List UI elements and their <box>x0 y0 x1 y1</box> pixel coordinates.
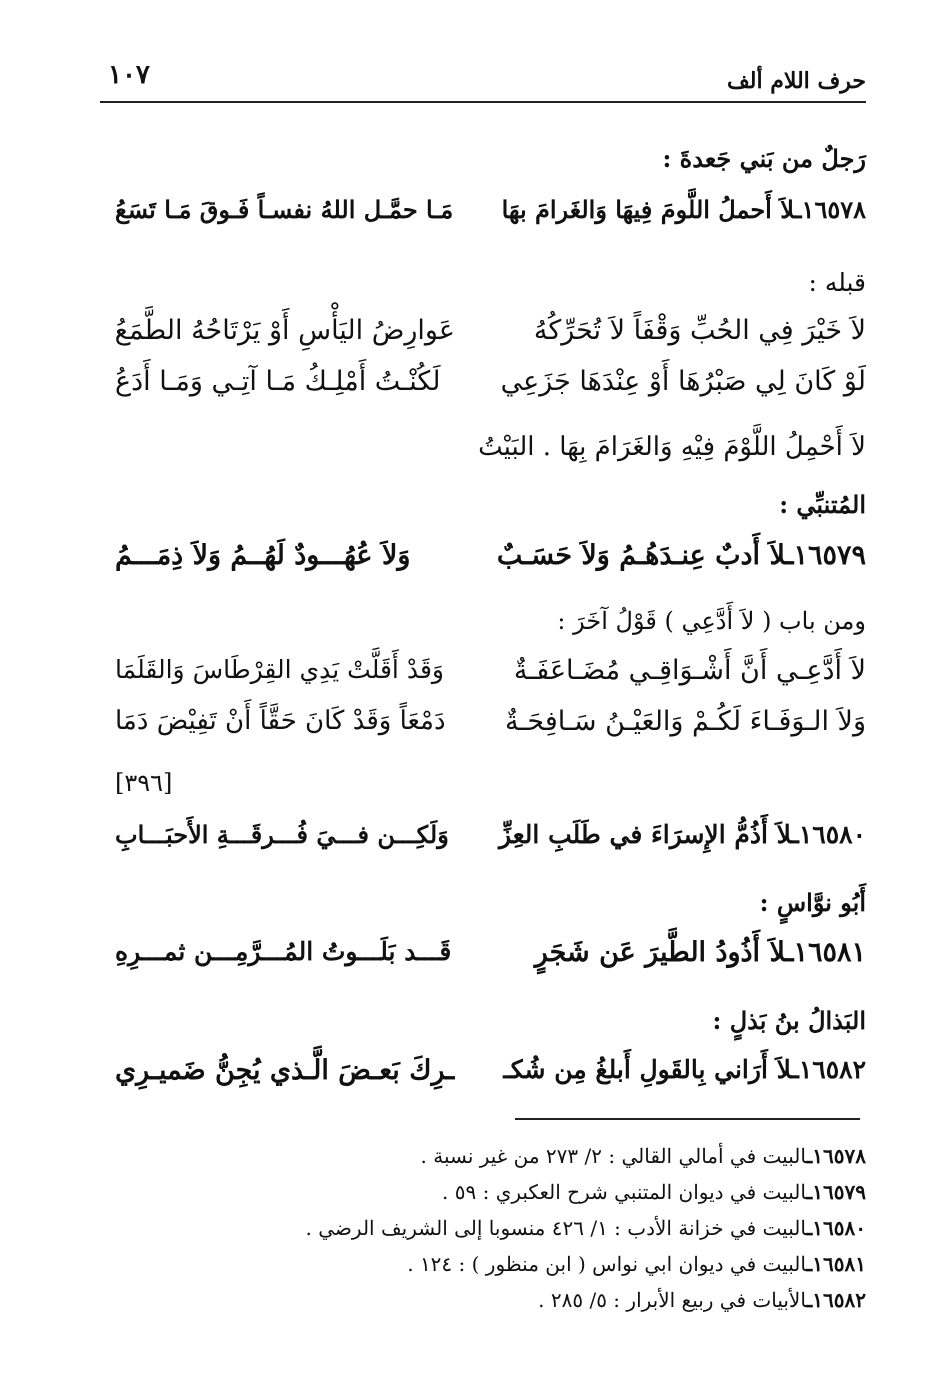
footnote-number: ١٦٥٨٠ـ <box>806 1216 866 1240</box>
attribution-text: المُتنبِّي : <box>779 490 866 519</box>
attribution-text: أَبُو نوَّاسٍ : <box>759 888 866 917</box>
footnote <box>538 1288 866 1312</box>
attribution-line <box>115 884 866 928</box>
verse-first-half: لاَ خَيْرَ فِي الحُبِّ وَقْفَاً لاَ تُحَرِّكُهُ <box>533 315 866 346</box>
verse-number: ١٦٥٨٠ـ <box>791 820 866 849</box>
verse-number: ١٦٥٨٢ـ <box>791 1055 866 1084</box>
verse-first-half <box>496 1055 866 1084</box>
attribution-text: ومن باب ( لاَ أَدَّعِي ) قَوْلُ آخَرَ : <box>557 607 866 635</box>
footnote-number: ١٦٥٧٩ـ <box>806 1180 866 1204</box>
attribution-line <box>115 486 866 530</box>
verse-other-1 <box>115 655 866 699</box>
footnote-text: الأبيات في ربيع الأبرار : ٥/ ٢٨٥ . <box>538 1288 807 1312</box>
page-number: ١٠٧ <box>108 60 150 90</box>
verse-second-half: مَـا حمَّـل اللهُ نفسـاً فَـوقَ مَـا تَسَعُ <box>115 195 454 224</box>
verse-first-half: وَلاَ الـوَفَـاءَ لَكُـمْ وَالعَيْـنُ سَـافِحَـةٌ <box>505 706 866 737</box>
attribution-line <box>115 603 866 647</box>
footnote-text: البيت في أمالي القالي : ٢/ ٢٧٣ من غير نسبة . <box>420 1144 807 1168</box>
verse-first-half: لاَ أَدَّعِـي أَنَّ أَشْـوَاقِـي مُضَـاعَفَـةٌ <box>513 655 866 686</box>
verse-second-half: دَمْعَاً وَقَدْ كَانَ حَقَّاً أَنْ تَفِيْضَ دَمَا <box>115 706 446 736</box>
page-header <box>100 58 866 98</box>
header-rule <box>100 101 866 103</box>
verse-first-half <box>496 195 866 224</box>
verse-text: لاَ أَحْمِلُ اللَّوْمَ فِيْهِ وَالغَرَامَ بِهَا . البَيْتُ <box>478 432 866 462</box>
footnote-text: البيت في ديوان ابي نواس ( ابن منظور ) : ١٢٤ . <box>407 1252 807 1276</box>
verse-second-half: ـرِكَ بَعـضَ الَّـذي يُجِنُّ ضَميـرِي <box>115 1055 455 1086</box>
footnote-text: البيت في ديوان المتنبي شرح العكبري : ٥٩ . <box>442 1180 807 1204</box>
verse-first-half <box>496 937 866 968</box>
attribution-line <box>115 1002 866 1046</box>
verse-second-half: عَوارِضُ اليَأْسِ أَوْ يَرْتَاحُهُ الطَّمَعُ <box>114 315 455 346</box>
before-label: قبله : <box>808 268 866 297</box>
marker-line <box>115 765 866 809</box>
verse-16582 <box>115 1055 866 1099</box>
verse-text: لاَ أَرَاني بِالقَولِ أَبلغُ مِن شُكـ <box>503 1055 792 1084</box>
verse-first-half: لَوْ كَانَ لِي صَبْرُهَا أَوْ عِنْدَهَا جَزَعِي <box>500 366 866 397</box>
page-marker: [٣٩٦] <box>115 769 173 797</box>
verse-text: لاَ أَحملُ اللَّومَ فِيهَا وَالغَرامَ بهَا <box>501 195 795 224</box>
attribution-line <box>115 140 866 184</box>
verse-16578 <box>115 195 866 239</box>
verse-16579 <box>115 540 866 584</box>
verse-first-half <box>496 540 866 571</box>
verse-16581 <box>115 937 866 981</box>
footnote-rule <box>515 1118 860 1120</box>
verse-before-2 <box>115 366 866 410</box>
footnote <box>442 1180 866 1204</box>
verse-number: ١٦٥٨١ـ <box>785 937 866 968</box>
footnote-number: ١٦٥٧٨ـ <box>806 1144 866 1168</box>
verse-text: لاَ أَذُمُّ الإِسرَاءَ في طَلَبِ العِزِّ <box>498 820 792 849</box>
footnote <box>421 1144 867 1168</box>
verse-second-half: قَـــد بَلَـــوتُ المُـــرَّمِـــن ثمـــرِهِ <box>115 937 452 966</box>
before-label-line <box>115 264 866 308</box>
attribution-text: البَذالُ بنُ بَذلٍ : <box>712 1006 866 1035</box>
footnote-number: ١٦٥٨١ـ <box>806 1252 866 1276</box>
verse-first-half <box>496 820 866 849</box>
verse-second-half: لَكُنْـتُ أَمْلِـكُ مَـا آتِـي وَمَـا أَدَعُ <box>115 366 441 397</box>
verse-other-2 <box>115 706 866 750</box>
verse-text: لاَ أَذُودُ الطَّيرَ عَن شَجَرٍ <box>534 937 786 968</box>
footnote-number: ١٦٥٨٢ـ <box>806 1288 866 1312</box>
verse-text: لاَ أَدبٌ عِنـدَهُـمُ وَلاَ حَسَـبٌ <box>496 540 786 571</box>
attribution-text: رَجلٌ من بَني جَعدةَ : <box>662 144 866 173</box>
footnote-text: البيت في خزانة الأدب : ١/ ٤٢٦ منسوبا إلى الشريف الرضي . <box>305 1216 807 1240</box>
verse-before-1 <box>115 315 866 359</box>
footnote <box>407 1252 866 1276</box>
verse-second-half: وَقَدْ أَقَلَّتْ يَدِي القِرْطَاسَ وَالقَلَمَا <box>115 655 444 684</box>
verse-second-half: وَلاَ عُهُـــودٌ لَهُــمُ وَلاَ ذِمَـــمُ <box>115 540 411 571</box>
verse-number: ١٦٥٧٨ـ <box>794 195 866 224</box>
verse-before-3 <box>115 428 866 472</box>
verse-16580 <box>115 820 866 864</box>
footnote <box>306 1216 866 1240</box>
verse-second-half: وَلَكِـــن فـــيَ فُـــرقَـــةِ الأَحبَـــابِ <box>115 820 449 849</box>
verse-number: ١٦٥٧٩ـ <box>785 540 866 571</box>
chapter-title: حرف اللام ألف <box>726 68 866 94</box>
